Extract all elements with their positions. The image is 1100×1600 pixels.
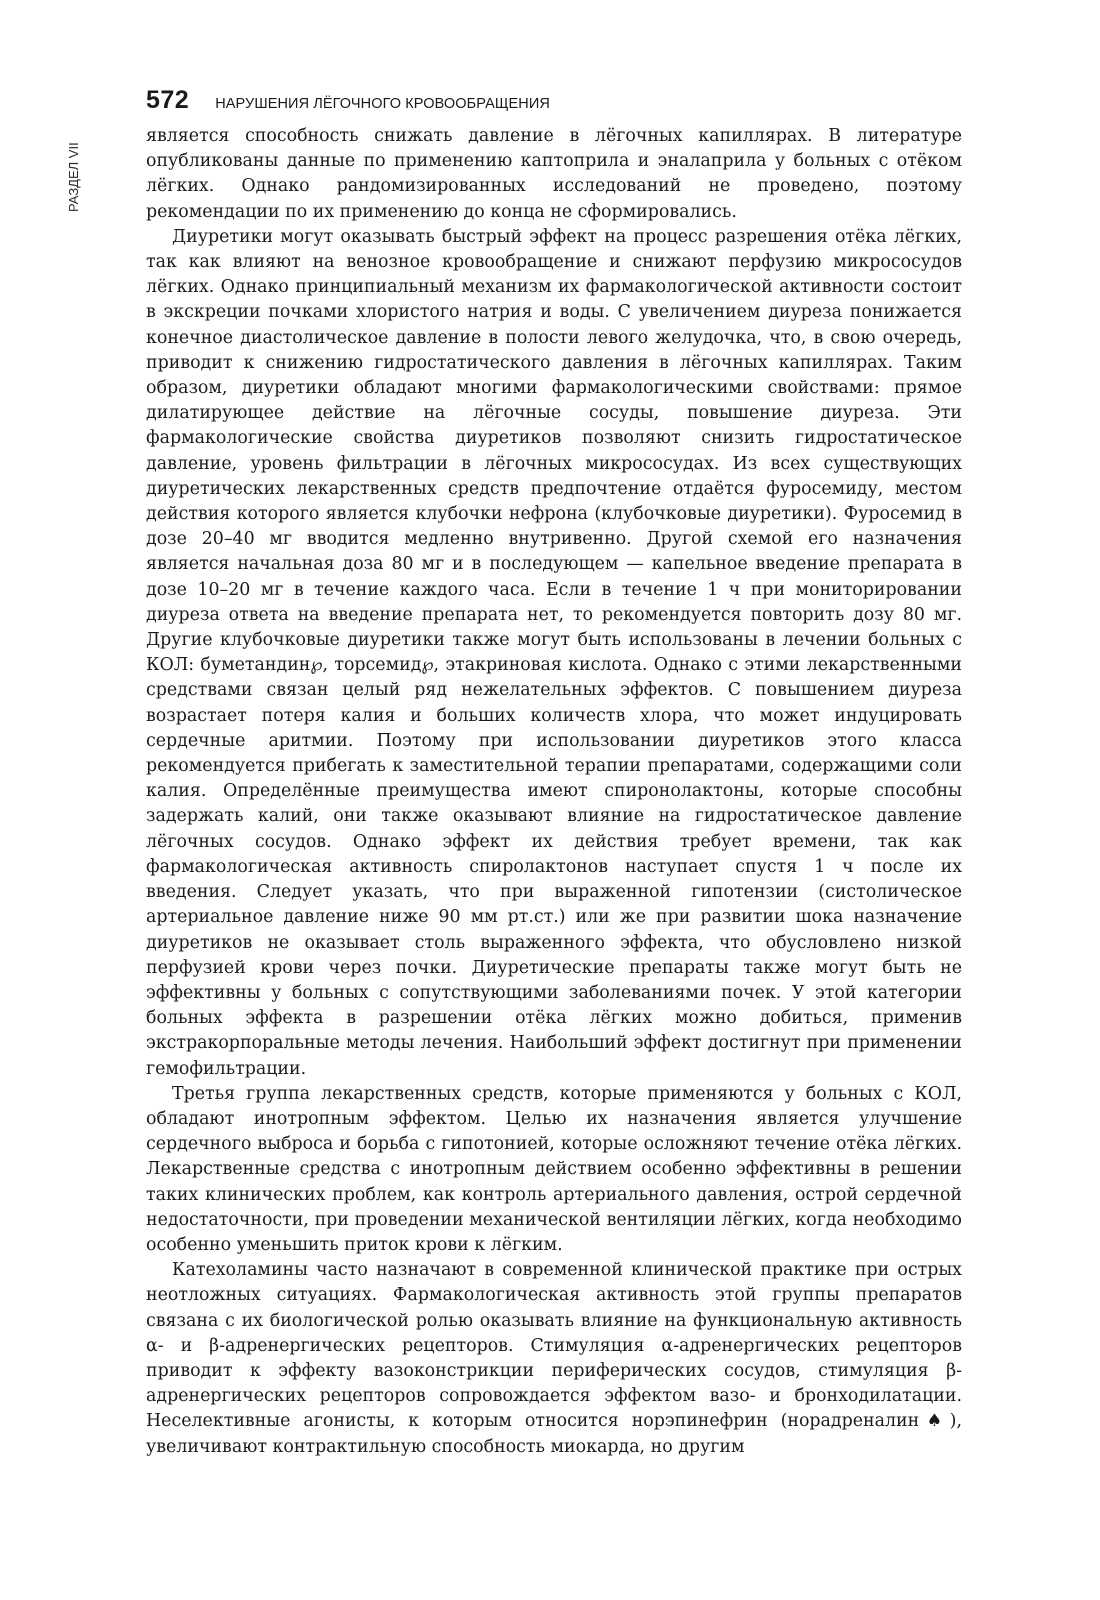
running-title: НАРУШЕНИЯ ЛЁГОЧНОГО КРОВООБРАЩЕНИЯ xyxy=(215,96,550,112)
paragraph-inotropic: Третья группа лекарственных средств, которые применяются у больных с КОЛ, обладают инотропным эффектом. Целью их назначения является улучшение сердечного выброса и борьба с гипотонией, которые осложняют течение отёка лёгких. Лекарственные средства с инотропным действием особенно эффективны в решении таких клинических проблем, как контроль артериального давления, острой сердечной недостаточности, при проведении механической вентиляции лёгких, когда необходимо особенно уменьшить приток крови к лёгким. xyxy=(146,1083,962,1255)
section-side-label: РАЗДЕЛ VII xyxy=(66,142,81,212)
paragraph-diuretics: Диуретики могут оказывать быстрый эффект на процесс разрешения отёка лёгких, так как влияют на венозное кровообращение и снижают перфузию микрососудов лёгких. Однако принципиальный механизм их фармакологической активности состоит в экскреции почками хлористого натрия и воды. С увеличением диуреза понижается конечное диастолическое давление в полости левого желудочка, что, в свою очередь, приводит к снижению гидростатического давления в лёгочных капиллярах. Таким образом, диуретики обладают многими фармакологическими свойствами: прямое дилатирующее действие на лёгочные сосуды, повышение диуреза. Эти фармакологические свойства диуретиков позволяют снизить гидростатическое давление, уровень фильтрации в лёгочных микрососудах. Из всех существующих диуретических лекарственных средств предпочтение отдаётся фуросемиду, местом действия которого является клубочки нефрона (клубочковые диуретики). Фуросемид в дозе 20–40 мг вводится медленно внутривенно. Другой схемой его назначения является начальная доза 80 мг и в последующем — капельное введение препарата в дозе 10–20 мг в течение каждого часа. Если в течение 1 ч при мониторировании диуреза ответа на введение препарата нет, то рекомендуется повторить дозу 80 мг. Другие клубочковые диуретики также могут быть использованы в лечении больных с КОЛ: буметандин℘, торсемид℘, этакриновая кислота. Однако с этими лекарственными средствами связан целый ряд нежелательных эффектов. С повышением диуреза возрастает потеря калия и больших количеств хлора, что может индуцировать сердечные аритмии. Поэтому при использовании диуретиков этого класса рекомендуется прибегать к заместительной терапии препаратами, содержащими соли калия. Определённые преимущества имеют спиронолактоны, которые способны задержать калий, они также оказывают влияние на гидростатическое давление лёгочных сосудов. Однако эффект их действия требует времени, так как фармакологическая активность спиролактонов наступает спустя 1 ч после их введения. Следует указать, что при выраженной гипотензии (систолическое артериальное давление ниже 90 мм рт.ст.) или же при развитии шока назначение диуретиков не оказывает столь выраженного эффекта, что обусловлено низкой перфузией крови через почки. Диуретические препараты также могут быть не эффективны у больных с сопутствующими заболеваниями почек. У этой категории больных эффекта в разрешении отёка лёгких можно добиться, применив экстракорпоральные методы лечения. Наибольший эффект достигнут при применении гемофильтрации. xyxy=(146,226,962,1079)
paragraph-continuation: является способность снижать давление в лёгочных капиллярах. В литературе опубликованы данные по применению каптоприла и эналаприла у больных с отёком лёгких. Однако рандомизированных исследований не проведено, поэтому рекомендации по их применению до конца не сформировались. xyxy=(146,126,962,222)
page-number: 572 xyxy=(146,86,190,114)
body-text xyxy=(146,124,962,1460)
paragraph-catecholamines: Катехоламины часто назначают в современной клинической практике при острых неотложных ситуациях. Фармакологическая активность этой группы препаратов связана с их биологической ролью оказывать влияние на функциональную активность α- и β-адренергических рецепторов. Стимуляция α-адренергических рецепторов приводит к эффекту вазоконстрикции периферических сосудов, стимуляция β-адренергических рецепторов сопровождается эффектом вазо- и бронходилатации. Неселективные агонисты, к которым относится норэпинефрин (норадреналин♠), увеличивают контрактильную способность миокарда, но другим xyxy=(146,1260,962,1457)
page-header xyxy=(146,86,550,115)
